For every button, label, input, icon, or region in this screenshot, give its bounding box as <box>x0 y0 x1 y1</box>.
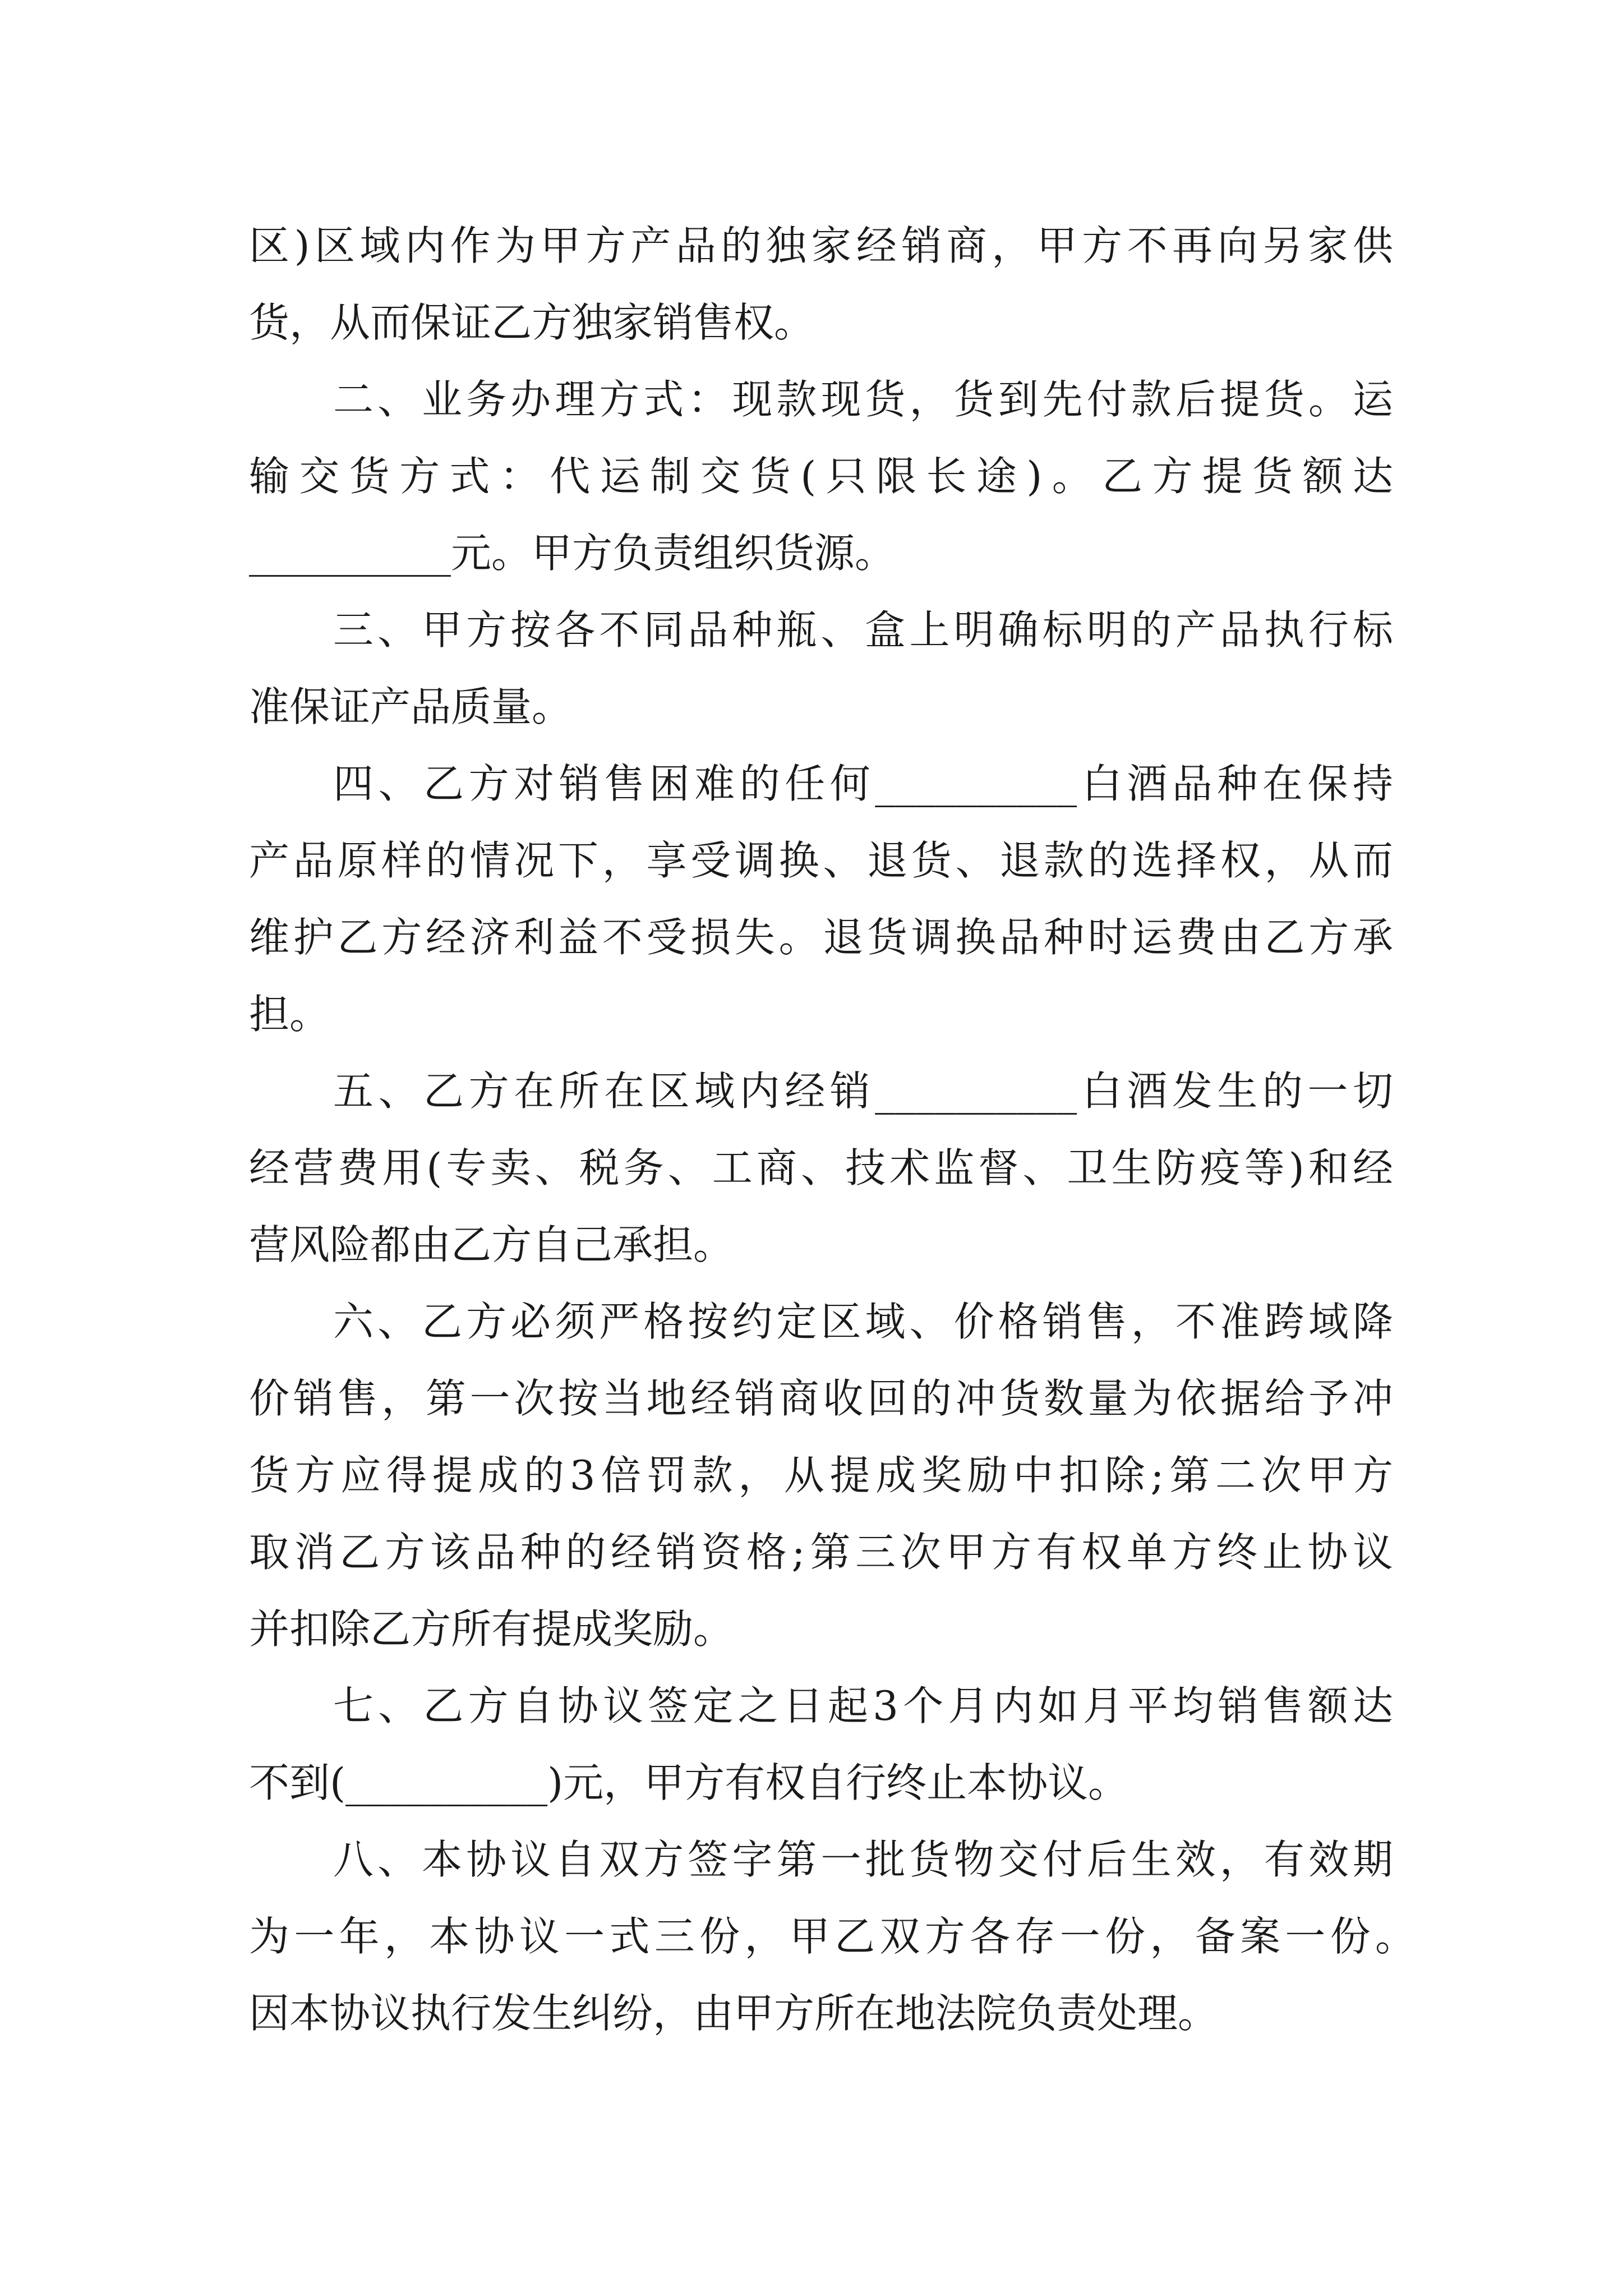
paragraph-line: 二、业务办理方式：现款现货，货到先付款后提货。运 <box>333 376 1393 423</box>
paragraph-line: 六、乙方必须严格按约定区域、价格销售，不准跨域降 <box>333 1298 1393 1345</box>
paragraph-line: 四、乙方对销售困难的任何__________白酒品种在保持 <box>333 760 1393 807</box>
paragraph-line: 输交货方式：代运制交货(只限长途)。乙方提货额达 <box>249 453 1393 500</box>
paragraph-line: 七、乙方自协议签定之日起3个月内如月平均销售额达 <box>333 1682 1393 1729</box>
paragraph-line: 取消乙方该品种的经销资格;第三次甲方有权单方终止协议 <box>249 1529 1393 1576</box>
paragraph-line: 维护乙方经济利益不受损失。退货调换品种时运费由乙方承 <box>249 914 1393 961</box>
paragraph-line: 区)区域内作为甲方产品的独家经销商，甲方不再向另家供 <box>249 222 1393 269</box>
paragraph-line: 为一年，本协议一式三份，甲乙双方各存一份，备案一份。 <box>249 1913 1415 1960</box>
paragraph-line: 准保证产品质量。 <box>249 683 573 730</box>
clause-3-quality <box>249 592 1393 746</box>
paragraph-line: 不到(__________)元，甲方有权自行终止本协议。 <box>249 1759 1129 1806</box>
clause-5-expenses <box>249 1053 1393 1283</box>
clause-2-business-method <box>249 361 1393 592</box>
paragraph-line: 八、本协议自双方签字第一批货物交付后生效，有效期 <box>333 1836 1393 1883</box>
paragraph-line: 营风险都由乙方自己承担。 <box>249 1221 734 1268</box>
paragraph-line: 货，从而保证乙方独家销售权。 <box>249 299 815 346</box>
paragraph-exclusive-distributor <box>249 208 1393 361</box>
paragraph-line: 产品原样的情况下，享受调换、退货、退款的选择权，从而 <box>249 837 1393 884</box>
paragraph-line: 担。 <box>249 991 330 1038</box>
paragraph-line: 并扣除乙方所有提成奖励。 <box>249 1605 734 1653</box>
paragraph-line: __________元。甲方负责组织货源。 <box>249 530 896 577</box>
clause-8-validity <box>249 1821 1415 2052</box>
clause-7-sales-threshold <box>249 1668 1393 1821</box>
document-body <box>249 208 1415 2052</box>
clause-6-pricing-penalties <box>249 1283 1393 1668</box>
paragraph-line: 三、甲方按各不同品种瓶、盒上明确标明的产品执行标 <box>333 606 1393 654</box>
paragraph-line: 价销售，第一次按当地经销商收回的冲货数量为依据给予冲 <box>249 1375 1393 1422</box>
paragraph-line: 因本协议执行发生纠纷，由甲方所在地法院负责处理。 <box>249 1990 1219 2037</box>
clause-4-returns <box>249 746 1393 1053</box>
paragraph-line: 五、乙方在所在区域内经销__________白酒发生的一切 <box>333 1068 1393 1115</box>
paragraph-line: 货方应得提成的3倍罚款，从提成奖励中扣除;第二次甲方 <box>249 1452 1393 1499</box>
paragraph-line: 经营费用(专卖、税务、工商、技术监督、卫生防疫等)和经 <box>249 1144 1393 1191</box>
